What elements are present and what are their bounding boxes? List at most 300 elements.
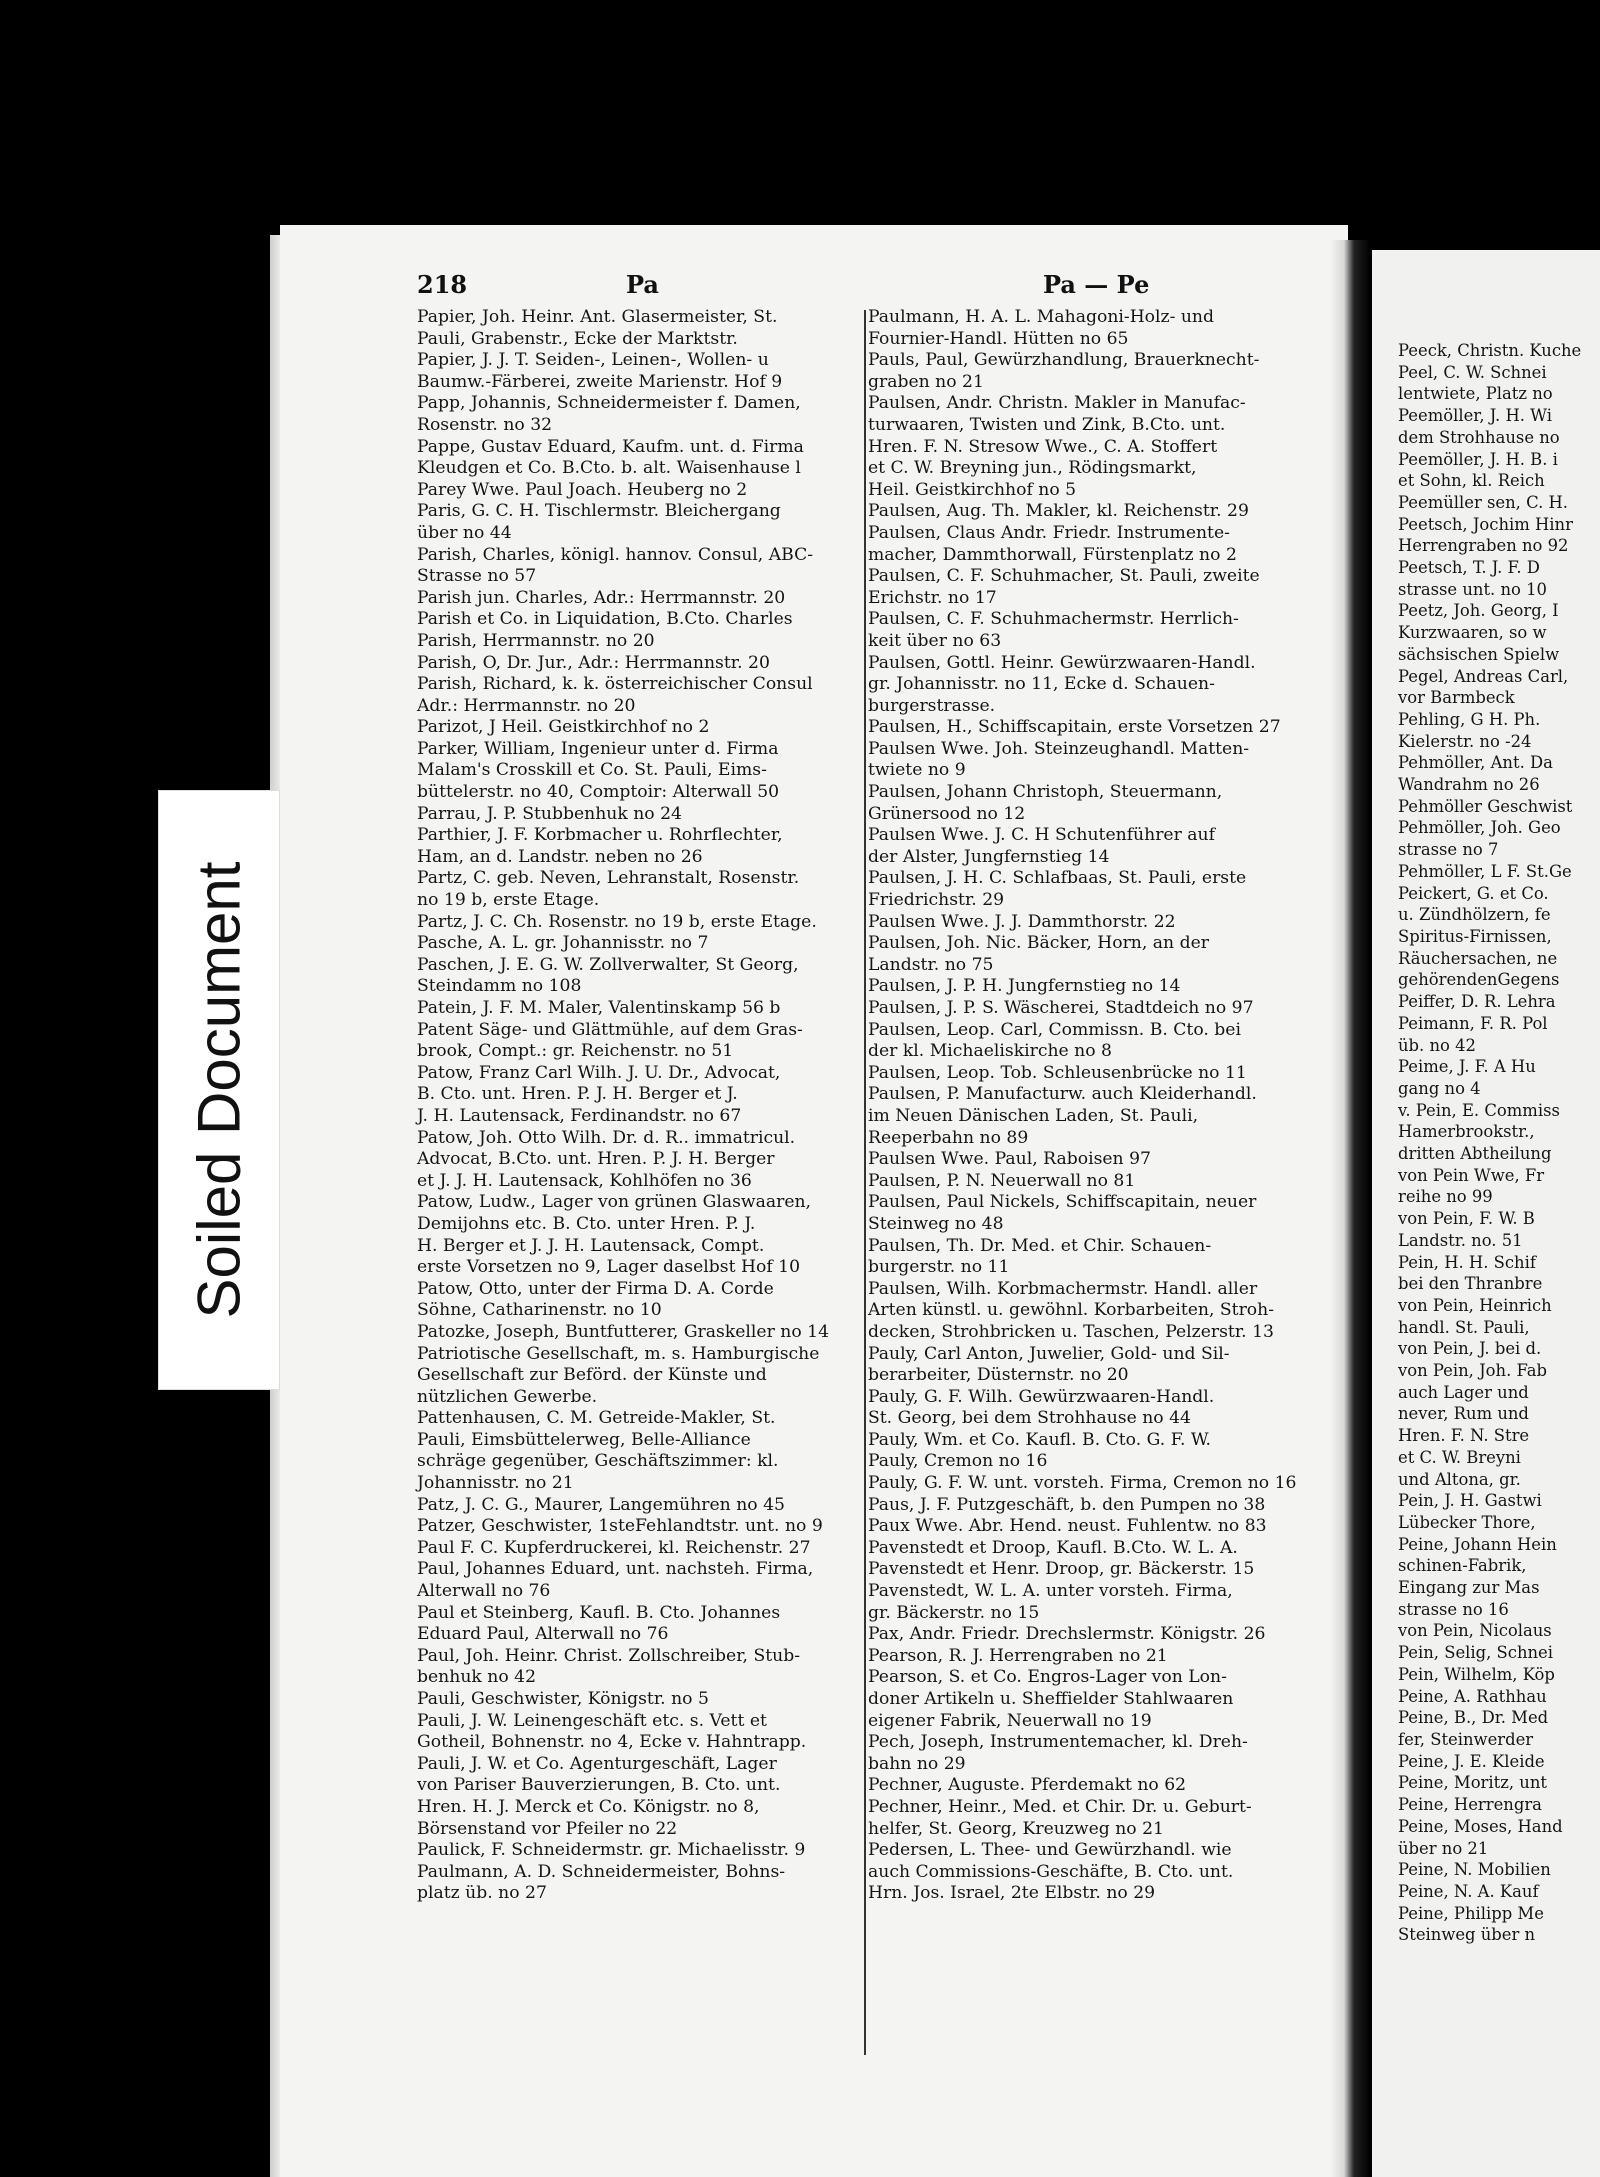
directory-entry — [417, 1495, 859, 1517]
directory-entry — [868, 1063, 1320, 1085]
entry-name-line: Pauly, G. F. W. unt. vorsteh. Firma, Cremon no 16 — [868, 1473, 1297, 1494]
soiled-document-stamp — [158, 790, 280, 1390]
next-page-line: Peemöller, J. H. Wi — [1398, 406, 1552, 426]
next-page-line: Spiritus-Firnissen, — [1398, 926, 1552, 946]
entry-continuation-line: Reeperbahn no 89 — [868, 1127, 1029, 1148]
next-page-line: Pehmöller, L F. St.Ge — [1398, 861, 1572, 881]
entry-continuation-line: Parish, Herrmannstr. no 20 — [417, 630, 655, 651]
directory-entry — [868, 501, 1320, 523]
entry-name-line: Pauly, Carl Anton, Juwelier, Gold- und Sil- — [868, 1343, 1230, 1364]
next-page-line: Hren. F. N. Stre — [1398, 1426, 1530, 1446]
entry-name-line: Paulmann, H. A. L. Mahagoni-Holz- und — [868, 307, 1214, 327]
directory-entry — [417, 804, 859, 826]
directory-entry — [868, 1192, 1320, 1235]
entry-continuation-line: von Pariser Bauverzierungen, B. Cto. unt. — [417, 1775, 781, 1796]
entry-name-line: Paulsen, P. Manufacturw. auch Kleiderhandl. — [868, 1084, 1257, 1105]
next-page-line: sächsischen Spielw — [1398, 644, 1560, 664]
directory-entry — [868, 1538, 1320, 1581]
entry-continuation-line: auch Commissions-Geschäfte, B. Cto. unt. — [868, 1861, 1234, 1882]
directory-entry — [868, 566, 1320, 609]
next-page-line: dem Strohhause no — [1398, 427, 1560, 447]
entry-name-line: Pauli, J. W. Leinengeschäft etc. s. Vett et — [417, 1710, 767, 1731]
directory-entry — [417, 480, 859, 502]
entry-name-line: Pappe, Gustav Eduard, Kaufm. unt. d. Firma — [417, 436, 804, 457]
next-page-line: Peickert, G. et Co. — [1398, 883, 1549, 903]
page-number: 218 — [417, 270, 468, 299]
entry-name-line: Patow, Otto, unter der Firma D. A. Corde — [417, 1278, 774, 1299]
entry-continuation-line: Pavenstedt et Henr. Droop, gr. Bäckerstr. 15 — [868, 1559, 1255, 1580]
entry-name-line: Paschen, J. E. G. W. Zollverwalter, St Georg, — [417, 954, 799, 975]
next-page-line: Wandrahm no 26 — [1398, 775, 1540, 795]
directory-entry — [868, 1084, 1320, 1149]
entry-name-line: Paulsen, Gottl. Heinr. Gewürzwaaren-Handl. — [868, 652, 1256, 673]
entry-continuation-line: Demijohns etc. B. Cto. unter Hren. P. J. — [417, 1213, 756, 1234]
entry-continuation-line: Erichstr. no 17 — [868, 587, 997, 608]
next-page-line: Eingang zur Mas — [1398, 1578, 1540, 1598]
entry-continuation-line: turwaaren, Twisten und Zink, B.Cto. unt. — [868, 414, 1226, 435]
entry-continuation-line: Börsenstand vor Pfeiler no 22 — [417, 1818, 678, 1839]
entry-continuation-line: Adr.: Herrmannstr. no 20 — [417, 695, 636, 716]
directory-entry — [868, 393, 1320, 501]
entry-name-line: Papier, Joh. Heinr. Ant. Glasermeister, St. — [417, 307, 778, 327]
entry-name-line: Patow, Franz Carl Wilh. J. U. Dr., Advocat, — [417, 1062, 781, 1083]
directory-entry — [417, 437, 859, 480]
next-page-line: von Pein, Heinrich — [1398, 1295, 1552, 1315]
entry-continuation-line: nützlichen Gewerbe. — [417, 1386, 598, 1407]
right-entry-column — [868, 307, 1320, 1905]
directory-entry — [868, 1149, 1320, 1171]
entry-name-line: Pauli, J. W. et Co. Agenturgeschäft, Lager — [417, 1753, 777, 1774]
next-page-line: Kielerstr. no -24 — [1398, 731, 1532, 751]
entry-name-line: Paulsen, Joh. Nic. Bäcker, Horn, an der — [868, 933, 1209, 954]
directory-entry — [417, 868, 859, 911]
entry-name-line: Paulsen, C. F. Schuhmacher, St. Pauli, zweite — [868, 566, 1260, 587]
directory-entry — [417, 1408, 859, 1494]
directory-entry — [868, 1775, 1320, 1797]
entry-name-line: Parrau, J. P. Stubbenhuk no 24 — [417, 803, 682, 824]
directory-entry — [868, 976, 1320, 998]
entry-continuation-line: burgerstr. no 11 — [868, 1257, 1010, 1278]
directory-entry — [417, 739, 859, 804]
next-page-line: Peine, Moses, Hand — [1398, 1816, 1563, 1836]
entry-name-line: Paul F. C. Kupferdruckerei, kl. Reichenstr. 27 — [417, 1537, 811, 1558]
entry-continuation-line: Malam's Crosskill et Co. St. Pauli, Eims- — [417, 760, 767, 781]
directory-entry — [417, 998, 859, 1020]
next-page-line: Peeck, Christn. Kuche — [1398, 341, 1582, 360]
entry-name-line: Paulsen, J. P. S. Wäscherei, Stadtdeich no 97 — [868, 998, 1254, 1018]
next-page-line: v. Pein, E. Commiss — [1398, 1100, 1560, 1120]
entry-name-line: Parizot, J Heil. Geistkirchhof no 2 — [417, 717, 710, 738]
next-page-line: Peine, N. A. Kauf — [1398, 1881, 1539, 1901]
entry-continuation-line: Gotheil, Bohnenstr. no 4, Ecke v. Hahntrapp. — [417, 1732, 807, 1753]
entry-continuation-line: Steinweg no 48 — [868, 1213, 1004, 1234]
next-page-line: Peetz, Joh. Georg, I — [1398, 601, 1559, 621]
directory-entry — [417, 653, 859, 675]
directory-entry — [868, 523, 1320, 566]
next-page-line: Kurzwaaren, so w — [1398, 623, 1547, 643]
directory-entry — [417, 1279, 859, 1322]
next-page-line: et Sohn, kl. Reich — [1398, 471, 1545, 491]
entry-name-line: Partz, C. geb. Neven, Lehranstalt, Rosenstr. — [417, 868, 800, 889]
directory-entry — [417, 1840, 859, 1862]
entry-name-line: Pauls, Paul, Gewürzhandlung, Brauerknecht- — [868, 350, 1260, 371]
entry-name-line: Papier, J. J. T. Seiden-, Leinen-, Wollen- u — [417, 350, 769, 371]
entry-continuation-line: Eduard Paul, Alterwall no 76 — [417, 1624, 669, 1645]
entry-name-line: Patow, Joh. Otto Wilh. Dr. d. R.. immatricul. — [417, 1127, 796, 1148]
directory-entry — [868, 933, 1320, 976]
entry-name-line: Pasche, A. L. gr. Johannisstr. no 7 — [417, 933, 709, 954]
entry-continuation-line: berarbeiter, Düsternstr. no 20 — [868, 1365, 1129, 1386]
entry-name-line: Paulsen Wwe. Paul, Raboisen 97 — [868, 1149, 1151, 1170]
entry-continuation-line: St. Georg, bei dem Strohhause no 44 — [868, 1408, 1191, 1429]
directory-entry — [868, 868, 1320, 911]
entry-name-line: Paulsen Wwe. Joh. Steinzeughandl. Matten- — [868, 738, 1250, 759]
next-page-line: Peine, J. E. Kleide — [1398, 1751, 1545, 1771]
next-page-line: Peiffer, D. R. Lehra — [1398, 992, 1556, 1012]
entry-name-line: Pearson, R. J. Herrengraben no 21 — [868, 1645, 1168, 1666]
entry-name-line: Pax, Andr. Friedr. Drechslermstr. Königstr. 26 — [868, 1624, 1266, 1645]
entry-continuation-line: eigener Fabrik, Neuerwall no 19 — [868, 1710, 1152, 1731]
entry-continuation-line: Heil. Geistkirchhof no 5 — [868, 479, 1077, 500]
column-divider — [864, 310, 866, 2055]
directory-entry — [417, 1322, 859, 1344]
entry-name-line: Pedersen, L. Thee- und Gewürzhandl. wie — [868, 1840, 1232, 1861]
entry-continuation-line: Hrn. Jos. Israel, 2te Elbstr. no 29 — [868, 1883, 1156, 1904]
entry-continuation-line: Advocat, B.Cto. unt. Hren. P. J. H. Berger — [417, 1149, 775, 1170]
directory-entry — [868, 782, 1320, 825]
next-page-line: Peetsch, Jochim Hinr — [1398, 514, 1573, 534]
entry-name-line: Pearson, S. et Co. Engros-Lager von Lon- — [868, 1667, 1227, 1688]
next-page-line: Steinweg über n — [1398, 1925, 1536, 1945]
directory-entry — [868, 717, 1320, 739]
directory-entry — [417, 307, 859, 350]
entry-continuation-line: Pauly, Cremon no 16 — [868, 1451, 1048, 1472]
next-page-line: Pein, J. H. Gastwi — [1398, 1491, 1542, 1511]
entry-name-line: Parish jun. Charles, Adr.: Herrmannstr. 20 — [417, 587, 786, 608]
entry-name-line: Paus, J. F. Putzgeschäft, b. den Pumpen no 38 — [868, 1494, 1266, 1515]
entry-continuation-line: et C. W. Breyning jun., Rödingsmarkt, — [868, 458, 1197, 479]
directory-entry — [868, 825, 1320, 868]
directory-entry — [417, 717, 859, 739]
entry-continuation-line: der Alster, Jungfernstieg 14 — [868, 846, 1110, 867]
next-page-line: Pehmöller Geschwist — [1398, 796, 1573, 816]
entry-continuation-line: Steindamm no 108 — [417, 976, 582, 997]
entry-name-line: Partz, J. C. Ch. Rosenstr. no 19 b, erste Etage. — [417, 911, 817, 932]
directory-entry — [868, 1279, 1320, 1344]
directory-entry — [868, 609, 1320, 652]
entry-name-line: Paulmann, A. D. Schneidermeister, Bohns- — [417, 1861, 786, 1882]
next-page-line: Peemöller, J. H. B. i — [1398, 449, 1558, 469]
directory-entry — [417, 609, 859, 652]
next-page-line: Peime, J. F. A Hu — [1398, 1057, 1536, 1077]
entry-name-line: Parish et Co. in Liquidation, B.Cto. Charles — [417, 609, 793, 630]
entry-name-line: Paulsen, Th. Dr. Med. et Chir. Schauen- — [868, 1235, 1212, 1256]
entry-name-line: Patow, Ludw., Lager von grünen Glaswaaren, — [417, 1192, 812, 1213]
left-running-head: Pa — [626, 270, 659, 299]
next-page-line: Pein, H. H. Schif — [1398, 1252, 1536, 1272]
next-page-line: vor Barmbeck — [1398, 688, 1515, 708]
entry-continuation-line: über no 44 — [417, 522, 512, 543]
directory-entry — [417, 1538, 859, 1560]
directory-entry — [417, 545, 859, 588]
entry-continuation-line: twiete no 9 — [868, 760, 966, 781]
next-page-line: lentwiete, Platz no — [1398, 384, 1553, 404]
next-page-line: von Pein, F. W. B — [1398, 1209, 1535, 1229]
next-page-line: et C. W. Breyni — [1398, 1447, 1521, 1467]
directory-entry — [868, 1667, 1320, 1732]
directory-entry — [417, 1344, 859, 1409]
entry-continuation-line: H. Berger et J. J. H. Lautensack, Compt. — [417, 1235, 765, 1256]
next-page-line: Peel, C. W. Schnei — [1398, 362, 1547, 382]
entry-continuation-line: büttelerstr. no 40, Comptoir: Alterwall 50 — [417, 782, 780, 803]
directory-entry — [868, 350, 1320, 393]
directory-entry — [868, 998, 1320, 1020]
next-page-line: von Pein, J. bei d. — [1398, 1339, 1542, 1359]
next-page-line: strasse unt. no 10 — [1398, 579, 1547, 599]
next-page-line: schinen-Fabrik, — [1398, 1556, 1527, 1576]
next-page-line: von Pein, Joh. Fab — [1398, 1361, 1548, 1381]
directory-entry — [868, 1430, 1320, 1473]
entry-continuation-line: Hren. H. J. Merck et Co. Königstr. no 8, — [417, 1796, 760, 1817]
directory-entry — [868, 1236, 1320, 1279]
next-page-line: und Altona, gr. — [1398, 1469, 1521, 1489]
right-running-head: Pa — Pe — [1043, 270, 1150, 299]
next-page-line: Peine, B., Dr. Med — [1398, 1708, 1549, 1728]
directory-entry — [417, 1192, 859, 1278]
entry-name-line: Pauli, Geschwister, Königstr. no 5 — [417, 1689, 709, 1709]
next-page-line: fer, Steinwerder — [1398, 1730, 1534, 1749]
entry-name-line: Paulsen, Leop. Tob. Schleusenbrücke no 11 — [868, 1062, 1247, 1083]
entry-name-line: Paul et Steinberg, Kaufl. B. Cto. Johannes — [417, 1602, 781, 1623]
entry-name-line: Paulsen, Andr. Christn. Makler in Manufac- — [868, 393, 1246, 414]
entry-continuation-line: helfer, St. Georg, Kreuzweg no 21 — [868, 1818, 1164, 1839]
directory-entry — [868, 912, 1320, 934]
next-page-line: Peemüller sen, C. H. — [1398, 492, 1568, 512]
next-page-entry-column — [1398, 340, 1600, 1946]
entry-name-line: Parey Wwe. Paul Joach. Heuberg no 2 — [417, 479, 748, 500]
directory-entry — [868, 1732, 1320, 1775]
entry-continuation-line: Kleudgen et Co. B.Cto. b. alt. Waisenhause l — [417, 458, 801, 479]
entry-continuation-line: Fournier-Handl. Hütten no 65 — [868, 328, 1129, 349]
next-page-line: Pehmöller, Ant. Da — [1398, 753, 1553, 773]
directory-entry — [417, 588, 859, 610]
next-page-line: reihe no 99 — [1398, 1187, 1493, 1207]
next-page-line: Peimann, F. R. Pol — [1398, 1013, 1548, 1033]
next-page-line: Hamerbrookstr., — [1398, 1122, 1535, 1142]
entry-continuation-line: erste Vorsetzen no 9, Lager daselbst Hof 10 — [417, 1257, 801, 1278]
next-page-line: Pehling, G H. Ph. — [1398, 709, 1541, 729]
next-page-line: von Pein Wwe, Fr — [1398, 1165, 1545, 1185]
entry-name-line: Paulsen, Aug. Th. Makler, kl. Reichenstr. 29 — [868, 501, 1249, 522]
entry-continuation-line: Pauli, Eimsbüttelerweg, Belle-Alliance — [417, 1429, 751, 1450]
entry-name-line: Pechner, Auguste. Pferdemakt no 62 — [868, 1775, 1187, 1796]
next-page-line: Pehmöller, Joh. Geo — [1398, 818, 1561, 838]
next-page-line: Peine, Johann Hein — [1398, 1534, 1557, 1554]
entry-name-line: Pavenstedt, W. L. A. unter vorsteh. Firma, — [868, 1581, 1233, 1602]
stamp-label: Soiled Document — [185, 861, 253, 1319]
next-page-line: Räuchersachen, ne — [1398, 948, 1558, 968]
directory-entry — [868, 1387, 1320, 1430]
entry-name-line: Paul, Johannes Eduard, unt. nachsteh. Firma, — [417, 1559, 814, 1580]
entry-name-line: Paulsen, P. N. Neuerwall no 81 — [868, 1170, 1136, 1191]
entry-continuation-line: doner Artikeln u. Sheffielder Stahlwaaren — [868, 1689, 1234, 1709]
directory-entry — [868, 1171, 1320, 1193]
directory-entry — [868, 1473, 1320, 1495]
next-page-line: dritten Abtheilung — [1398, 1144, 1552, 1164]
next-page-line: gang no 4 — [1398, 1078, 1481, 1098]
entry-name-line: Paris, G. C. H. Tischlermstr. Bleichergang — [417, 501, 781, 522]
entry-name-line: Paulsen, J. H. C. Schlafbaas, St. Pauli, erste — [868, 868, 1247, 889]
next-page-line: Pegel, Andreas Carl, — [1398, 666, 1569, 686]
directory-entry — [417, 1754, 859, 1840]
directory-entry — [417, 1063, 859, 1128]
entry-continuation-line: bahn no 29 — [868, 1753, 966, 1774]
directory-entry — [417, 933, 859, 955]
entry-continuation-line: im Neuen Dänischen Laden, St. Pauli, — [868, 1105, 1199, 1126]
directory-entry — [868, 739, 1320, 782]
directory-entry — [417, 1862, 859, 1905]
entry-continuation-line: Landstr. no 75 — [868, 954, 994, 975]
entry-continuation-line: B. Cto. unt. Hren. P. J. H. Berger et J. — [417, 1084, 738, 1105]
directory-entry — [868, 1344, 1320, 1387]
entry-continuation-line: benhuk no 42 — [417, 1667, 537, 1688]
entry-continuation-line: Ham, an d. Landstr. neben no 26 — [417, 846, 703, 867]
book-gutter — [1330, 240, 1370, 2177]
entry-continuation-line: Pauli, Grabenstr., Ecke der Marktstr. — [417, 328, 738, 349]
entry-name-line: Paulsen, Paul Nickels, Schiffscapitain, neuer — [868, 1192, 1257, 1213]
directory-entry — [417, 1711, 859, 1754]
next-page-line: handl. St. Pauli, — [1398, 1317, 1530, 1337]
directory-entry — [417, 1689, 859, 1711]
entry-name-line: Paulsen, Johann Christoph, Steuermann, — [868, 782, 1223, 803]
entry-name-line: Parish, Richard, k. k. österreichischer Consul — [417, 674, 813, 695]
entry-name-line: Patz, J. C. G., Maurer, Langemühren no 45 — [417, 1494, 785, 1515]
entry-name-line: Paulsen, Claus Andr. Friedr. Instrumente- — [868, 522, 1230, 543]
entry-name-line: Pavenstedt et Droop, Kaufl. B.Cto. W. L. A. — [868, 1537, 1238, 1558]
next-page-line: Pein, Wilhelm, Köp — [1398, 1664, 1555, 1684]
next-page-line: Peine, Herrengra — [1398, 1795, 1542, 1815]
entry-continuation-line: Grünersood no 12 — [868, 803, 1026, 824]
next-page-line: Peine, Moritz, unt — [1398, 1773, 1547, 1793]
next-page-line: üb. no 42 — [1398, 1035, 1476, 1055]
entry-name-line: Paulsen Wwe. J. C. H Schutenführer auf — [868, 825, 1215, 846]
directory-entry — [868, 1797, 1320, 1840]
directory-entry — [868, 1840, 1320, 1905]
entry-name-line: Paulsen, Leop. Carl, Commissn. B. Cto. bei — [868, 1019, 1241, 1040]
directory-entry — [417, 1020, 859, 1063]
entry-name-line: Paul, Joh. Heinr. Christ. Zollschreiber, Stub- — [417, 1645, 801, 1666]
entry-continuation-line: no 19 b, erste Etage. — [417, 890, 600, 911]
entry-name-line: Paulsen, J. P. H. Jungfernstieg no 14 — [868, 976, 1181, 997]
directory-entry — [417, 955, 859, 998]
directory-entry — [868, 1646, 1320, 1668]
entry-name-line: Patzer, Geschwister, 1steFehlandtstr. unt. no 9 — [417, 1516, 823, 1537]
entry-continuation-line: Baumw.-Färberei, zweite Marienstr. Hof 9 — [417, 371, 783, 392]
next-page-line: Peetsch, T. J. F. D — [1398, 558, 1540, 578]
directory-entry — [868, 1581, 1320, 1624]
entry-continuation-line: J. H. Lautensack, Ferdinandstr. no 67 — [417, 1105, 742, 1126]
directory-entry — [868, 1516, 1320, 1538]
entry-continuation-line: Friedrichstr. 29 — [868, 890, 1005, 911]
entry-name-line: Paux Wwe. Abr. Hend. neust. Fuhlentw. no 83 — [868, 1516, 1267, 1537]
entry-name-line: Paulsen, H., Schiffscapitain, erste Vorsetzen 27 — [868, 717, 1281, 738]
entry-continuation-line: Johannisstr. no 21 — [417, 1473, 574, 1494]
next-page-line: Peine, Philipp Me — [1398, 1903, 1544, 1923]
directory-entry — [417, 825, 859, 868]
entry-name-line: Parish, O, Dr. Jur., Adr.: Herrmannstr. 20 — [417, 652, 770, 673]
next-page-line: auch Lager und — [1398, 1382, 1529, 1402]
entry-continuation-line: Arten künstl. u. gewöhnl. Korbarbeiten, Stroh- — [868, 1300, 1275, 1321]
entry-name-line: Parish, Charles, königl. hannov. Consul, ABC- — [417, 544, 814, 565]
entry-name-line: Patozke, Joseph, Buntfutterer, Graskeller no 14 — [417, 1321, 830, 1342]
next-page-line: Pein, Selig, Schnei — [1398, 1643, 1553, 1663]
entry-name-line: Pauly, G. F. Wilh. Gewürzwaaren-Handl. — [868, 1386, 1215, 1407]
next-page-line: Herrengraben no 92 — [1398, 536, 1569, 556]
entry-continuation-line: et J. J. H. Lautensack, Kohlhöfen no 36 — [417, 1170, 752, 1191]
entry-continuation-line: graben no 21 — [868, 371, 984, 392]
entry-continuation-line: Gesellschaft zur Beförd. der Künste und — [417, 1365, 767, 1386]
entry-continuation-line: decken, Strohbricken u. Taschen, Pelzerstr. 13 — [868, 1321, 1274, 1342]
next-page-line: strasse no 7 — [1398, 840, 1499, 860]
directory-entry — [868, 1624, 1320, 1646]
directory-entry — [417, 1516, 859, 1538]
entry-continuation-line: burgerstrasse. — [868, 695, 996, 716]
entry-name-line: Paulick, F. Schneidermstr. gr. Michaelisstr. 9 — [417, 1840, 806, 1861]
entry-name-line: Pechner, Heinr., Med. et Chir. Dr. u. Geburt- — [868, 1796, 1252, 1817]
directory-entry — [417, 350, 859, 393]
entry-continuation-line: der kl. Michaeliskirche no 8 — [868, 1041, 1112, 1062]
entry-continuation-line: macher, Dammthorwall, Fürstenplatz no 2 — [868, 544, 1237, 565]
entry-continuation-line: gr. Johannisstr. no 11, Ecke d. Schauen- — [868, 674, 1215, 695]
next-page-line: strasse no 16 — [1398, 1599, 1509, 1619]
directory-entry — [417, 501, 859, 544]
directory-entry — [868, 653, 1320, 718]
entry-continuation-line: platz üb. no 27 — [417, 1883, 547, 1904]
directory-entry — [417, 912, 859, 934]
next-page-line: über no 21 — [1398, 1838, 1489, 1858]
next-page-line: never, Rum und — [1398, 1404, 1529, 1424]
entry-continuation-line: brook, Compt.: gr. Reichenstr. no 51 — [417, 1041, 734, 1062]
entry-name-line: Paulsen, C. F. Schuhmachermstr. Herrlich- — [868, 609, 1239, 630]
entry-name-line: Parthier, J. F. Korbmacher u. Rohrflechter, — [417, 825, 783, 846]
entry-name-line: Patriotische Gesellschaft, m. s. Hamburgische — [417, 1343, 820, 1364]
next-page-line: von Pein, Nicolaus — [1398, 1621, 1552, 1641]
entry-continuation-line: Alterwall no 76 — [417, 1581, 551, 1602]
entry-continuation-line: Strasse no 57 — [417, 566, 537, 587]
entry-name-line: Parker, William, Ingenieur unter d. Firma — [417, 738, 779, 759]
next-page-line: gehörendenGegens — [1398, 970, 1560, 990]
entry-continuation-line: schräge gegenüber, Geschäftszimmer: kl. — [417, 1451, 779, 1472]
directory-entry — [868, 1020, 1320, 1063]
entry-name-line: Patent Säge- und Glättmühle, auf dem Gras- — [417, 1019, 803, 1040]
directory-entry — [417, 1559, 859, 1602]
next-page-line: u. Zündhölzern, fe — [1398, 905, 1551, 925]
entry-name-line: Patein, J. F. M. Maler, Valentinskamp 56 b — [417, 998, 781, 1018]
directory-entry — [417, 393, 859, 436]
entry-continuation-line: Söhne, Catharinenstr. no 10 — [417, 1300, 662, 1321]
left-entry-column — [417, 307, 859, 1905]
entry-name-line: Papp, Johannis, Schneidermeister f. Damen, — [417, 393, 801, 414]
next-page-line: bei den Thranbre — [1398, 1274, 1543, 1294]
entry-name-line: Pech, Joseph, Instrumentemacher, kl. Dreh- — [868, 1732, 1248, 1753]
entry-name-line: Pattenhausen, C. M. Getreide-Makler, St. — [417, 1408, 776, 1429]
next-page-line: Peine, A. Rathhau — [1398, 1686, 1547, 1706]
next-page-line: Landstr. no. 51 — [1398, 1230, 1523, 1250]
entry-name-line: Pauly, Wm. et Co. Kaufl. B. Cto. G. F. W. — [868, 1429, 1211, 1450]
entry-name-line: Paulsen Wwe. J. J. Dammthorstr. 22 — [868, 911, 1176, 932]
directory-entry — [417, 1128, 859, 1193]
directory-entry — [417, 1603, 859, 1646]
